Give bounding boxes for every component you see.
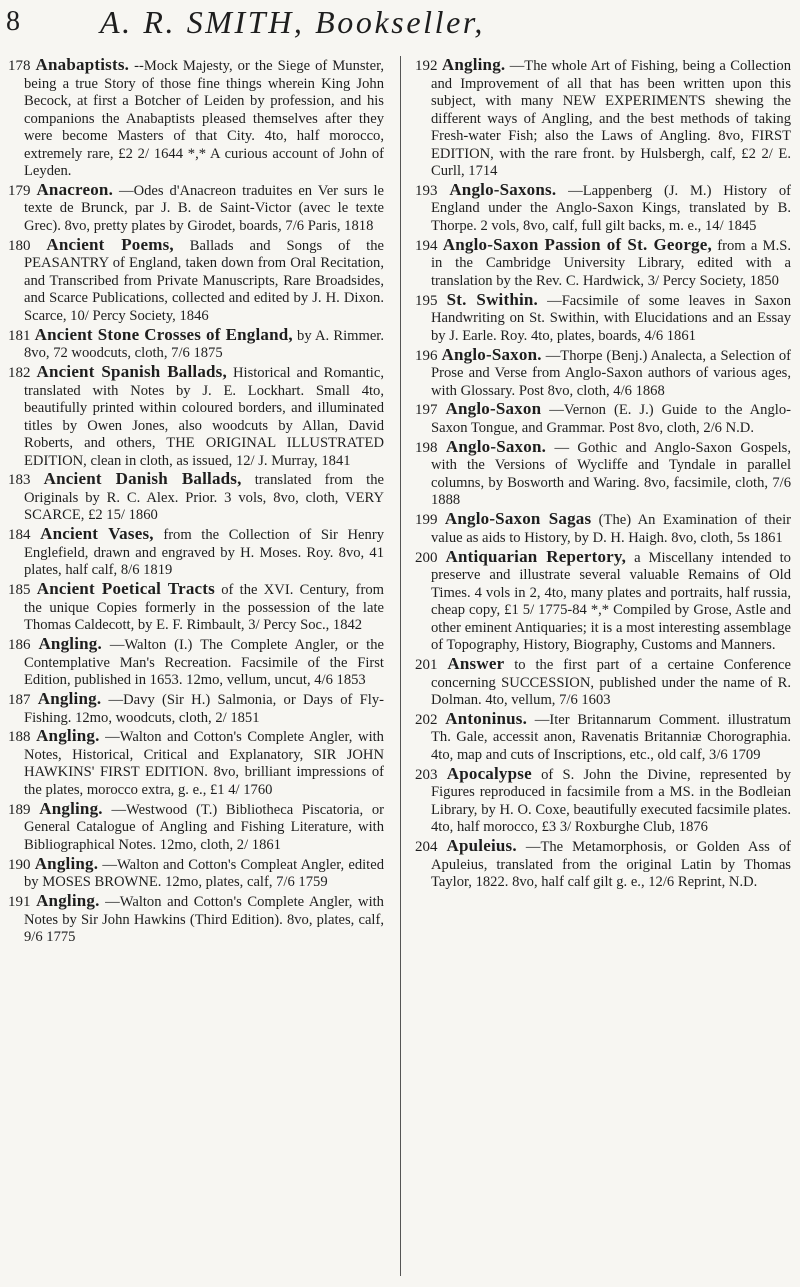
entry-number: 181	[8, 327, 31, 344]
entry-heading: Anabaptists.	[35, 55, 130, 74]
entry-heading: Anglo-Saxon.	[441, 344, 542, 364]
entry-heading: Angling.	[34, 853, 99, 873]
entry-heading: Ancient Spanish Ballads,	[36, 362, 227, 382]
catalogue-entry	[415, 765, 791, 837]
entry-heading: Angling.	[38, 634, 102, 654]
entry-number: 191	[8, 894, 31, 911]
entry-heading: Ancient Poetical Tracts	[36, 579, 215, 599]
catalogue-entry	[8, 580, 384, 635]
entry-heading: Anglo-Saxon	[445, 399, 542, 419]
entry-heading: Ancient Poems,	[46, 234, 174, 254]
catalogue-entry	[8, 363, 384, 470]
catalogue-entry	[8, 892, 384, 947]
entry-description: of the XVI. Century, from the unique Copies formerly in the possession of the late Thomas Caldecott, by E. F. Rimbault, 3/ Percy Soc., 1842	[24, 582, 384, 634]
entry-heading: Ancient Stone Crosses of England,	[34, 324, 293, 344]
catalogue-entry	[8, 525, 384, 580]
entry-number: 178	[8, 58, 31, 74]
page-header	[0, 4, 800, 48]
entry-number: 195	[415, 292, 438, 309]
catalogue-entry	[8, 56, 384, 181]
catalogue-entry	[415, 510, 791, 547]
entry-heading: Angling.	[37, 689, 102, 709]
catalogue-entry	[415, 346, 791, 401]
running-head: A. R. SMITH, Bookseller,	[100, 4, 486, 40]
catalogue-entry	[415, 291, 791, 346]
entry-number: 197	[415, 402, 438, 419]
entry-number: 180	[8, 237, 31, 254]
catalogue-entry	[415, 438, 791, 510]
catalogue-entry	[415, 837, 791, 892]
entry-heading: Angling.	[441, 55, 506, 74]
entry-description: —Odes d'Anacreon traduites en Ver surs le texte de Brunck, par J. B. de Saint-Victor (avec le texte Grec). 8vo, pretty plates by Girodet, boards, 7/6 Paris, 1818	[24, 182, 384, 234]
entry-heading: Angling.	[39, 798, 103, 818]
entry-description: by A. Rimmer. 8vo, 72 woodcuts, cloth, 7/6 1875	[24, 327, 385, 362]
entry-description: —Walton and Cotton's Complete Angler, with Notes, Historical, Critical and Explanatory, SIR JOHN HAWKINS' FIRST EDITION. 8vo, brilliant impressions of the plates, morocco extra, g. e., £1 4/ 1760	[24, 729, 384, 798]
entry-description: —The whole Art of Fishing, being a Collection and Improvement of all that has been written upon this subject, with many NEW EXPERIMENTS shewing the different ways of Angling, and the best methods of taking Fresh-water Fish; also the Laws of Angling. 8vo, FIRST EDITION, with the rare front. by Hulsbergh, calf, £2 2/ E. Curll, 1714	[431, 58, 792, 179]
entry-number: 179	[8, 182, 31, 199]
entry-number: 193	[415, 182, 438, 199]
entry-heading: Anglo-Saxons.	[449, 179, 557, 199]
entry-description: Historical and Romantic, translated with Notes by J. E. Lockhart. Small 4to, beautifully printed within coloured borders, and illuminated titles by Owen Jones, also woodcuts by Allan, David Roberts, and others, THE ORIGINAL ILLUSTRATED EDITION, clean in cloth, as issued, 12/ J. Murray, 1841	[24, 365, 384, 469]
catalogue-entry	[8, 236, 384, 326]
entry-heading: Ancient Danish Ballads,	[43, 469, 242, 489]
entry-number: 198	[415, 439, 438, 456]
catalogue-entry	[8, 326, 384, 363]
entry-heading: Antiquarian Repertory,	[445, 546, 627, 566]
entry-description: —Westwood (T.) Bibliotheca Piscatoria, or General Catalogue of Angling and Fishing Literature, with Bibliographical Notes. 12mo, cloth, 2/ 1861	[24, 801, 385, 853]
entry-number: 199	[415, 512, 438, 529]
right-column	[415, 56, 791, 892]
catalogue-entry	[415, 400, 791, 437]
entry-number: 204	[415, 839, 438, 856]
catalogue-entry	[415, 655, 791, 710]
entry-number: 182	[8, 365, 31, 382]
catalogue-entry	[415, 236, 791, 291]
entry-number: 196	[415, 347, 438, 364]
entry-number: 184	[8, 527, 31, 544]
entry-number: 190	[8, 856, 31, 873]
entry-description: --Mock Majesty, or the Siege of Munster, being a true Story of those fine things wherein King John Becock, at first a Botcher of Leiden by profession, and his companions the Anabaptists pleased themselves after they were become Masters of that City. 4to, half morocco, extremely rare, £2 2/ 1644 *,* A curious account of John of Leyden.	[24, 58, 384, 179]
catalogue-entry	[8, 470, 384, 525]
column-divider	[400, 56, 401, 1276]
entry-description: to the first part of a certaine Conference concerning SUCCESSION, published under the name of R. Dolman. 4to, vellum, 7/6 1603	[431, 657, 791, 709]
catalogue-entry	[415, 181, 791, 236]
entry-description: translated from the Originals by R. C. Alex. Prior. 3 vols, 8vo, cloth, VERY SCARCE, £2 15/ 1860	[24, 472, 384, 524]
catalogue-entry	[8, 635, 384, 690]
entry-description: —Vernon (E. J.) Guide to the Anglo-Saxon Tongue, and Grammar. Post 8vo, cloth, 2/6 N.D.	[431, 402, 791, 436]
catalogue-entry	[415, 710, 791, 765]
entry-number: 201	[415, 657, 438, 674]
entry-description: — Gothic and Anglo-Saxon Gospels, with the Versions of Wycliffe and Tyndale in parallel columns, by Bosworth and Waring. 8vo, facsimile, cloth, 7/6 1888	[431, 439, 791, 509]
entry-description: of S. John the Divine, represented by Figures reproduced in facsimile from a MS. in the Bodleian Library, by H. O. Coxe, beautifully executed facsimile plates. 4to, half morocco, £3 3/ Roxburghe Club, 1876	[431, 766, 791, 836]
entry-number: 192	[415, 58, 438, 74]
catalogue-entry	[8, 727, 384, 799]
entry-description: —Thorpe (Benj.) Analecta, a Selection of Prose and Verse from Anglo-Saxon authors of various ages, with Glossary. Post 8vo, cloth, 4/6 1868	[431, 347, 791, 399]
catalogue-entry	[8, 855, 384, 892]
entry-heading: Apocalypse	[446, 763, 532, 783]
entry-number: 185	[8, 582, 31, 599]
entry-number: 194	[415, 237, 438, 254]
entry-description: from the Collection of Sir Henry Englefield, drawn and engraved by H. Moses. Roy. 8vo, 41 plates, half calf, 8/6 1819	[24, 527, 384, 579]
entry-number: 189	[8, 801, 31, 818]
entry-description: a Miscellany intended to preserve and illustrate several valuable Remains of Old Times. 4 vols in 2, 4to, many plates and portraits, half russia, cheap copy, £1 5/ 1775-84 *,* Compiled by Grose, Astle and other eminent Antiquaries; it is a most interesting assemblage of Topography, History, Biography, Customs and Manners.	[431, 549, 791, 654]
entry-number: 183	[8, 472, 31, 489]
entry-description: —The Metamorphosis, or Golden Ass of Apuleius, translated from the original Latin by Thomas Taylor, 1822. 8vo, half calf gilt g. e., 12/6 Reprint, N.D.	[431, 839, 791, 891]
entry-heading: Anglo-Saxon.	[445, 436, 547, 456]
entry-description: Ballads and Songs of the PEASANTRY of England, taken down from Oral Recitation, and Transcribed from Private Manuscripts, Rare Broadsides, and Scarce Publications, collected and edited by J. H. Dixon. Scarce, 10/ Percy Society, 1846	[24, 237, 384, 324]
entry-description: —Iter Britannarum Comment. illustratum Th. Gale, accessit anon, Ravenatis Britanniæ Chorographia. 4to, map and cuts of Inscriptions, etc., old calf, 3/6 1709	[431, 711, 791, 763]
entry-number: 200	[415, 549, 438, 566]
entry-description: —Facsimile of some leaves in Saxon Handwriting on St. Swithin, with Elucidations and an Essay by J. Earle. Roy. 4to, plates, boards, 4/6 1861	[431, 292, 792, 344]
entry-description: —Walton (I.) The Complete Angler, or the Contemplative Man's Recreation. Facsimile of the First Edition, published in 1653. 12mo, vellum, uncut, 4/6 1853	[24, 637, 384, 689]
entry-number: 202	[415, 711, 438, 728]
entry-description: —Davy (Sir H.) Salmonia, or Days of Fly-Fishing. 12mo, woodcuts, cloth, 2/ 1851	[24, 692, 384, 726]
entry-description: —Lappenberg (J. M.) History of England under the Anglo-Saxon Kings, translated by B. Thorpe. 2 vols, 8vo, calf, full gilt backs, m. e., 14/ 1845	[431, 182, 791, 234]
entry-heading: Angling.	[36, 891, 100, 911]
entry-heading: Answer	[447, 654, 505, 674]
entry-heading: Angling.	[36, 726, 100, 746]
entry-heading: Apuleius.	[446, 836, 517, 856]
catalogue-entry	[8, 690, 384, 727]
entry-description: (The) An Examination of their value as aids to History, by D. H. Haigh. 8vo, cloth, 5s 1861	[431, 512, 791, 546]
entry-number: 203	[415, 766, 438, 783]
entry-description: from a M.S. in the Cambridge University Library, edited with a translation by the Rev. C. Hardwick, 3/ Percy Society, 1850	[431, 237, 791, 289]
entry-number: 188	[8, 729, 31, 746]
page-number: 8	[6, 6, 20, 37]
entry-number: 186	[8, 637, 31, 654]
catalogue-entry	[8, 800, 384, 855]
entry-heading: Anacreon.	[36, 179, 114, 199]
catalogue-entry	[415, 56, 791, 181]
entry-heading: Ancient Vases,	[40, 524, 154, 544]
entry-description: —Walton and Cotton's Complete Angler, with Notes by Sir John Hawkins (Third Edition). 8vo, plates, calf, 9/6 1775	[24, 894, 384, 946]
entry-number: 187	[8, 692, 31, 709]
catalogue-entry	[415, 548, 791, 655]
entry-heading: Anglo-Saxon Sagas	[444, 509, 592, 529]
catalogue-entry	[8, 181, 384, 236]
entry-heading: Antoninus.	[445, 708, 528, 728]
entry-heading: Anglo-Saxon Passion of St. George,	[442, 234, 712, 254]
entry-heading: St. Swithin.	[446, 289, 539, 309]
left-column	[8, 56, 384, 947]
entry-description: —Walton and Cotton's Compleat Angler, edited by MOSES BROWNE. 12mo, plates, calf, 7/6 1759	[24, 856, 385, 891]
